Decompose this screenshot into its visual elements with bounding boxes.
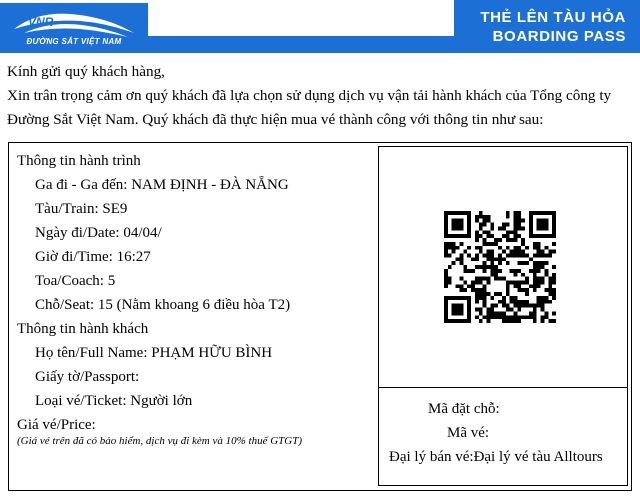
ticket-type-label: Loại vé/Ticket: — [35, 393, 127, 409]
qr-code — [444, 211, 556, 323]
coach-row — [35, 273, 115, 290]
agent-row — [389, 449, 603, 466]
coach-label: Toa/Coach: — [35, 273, 104, 289]
logo-subtitle: ĐƯỜNG SẮT VIỆT NAM — [26, 37, 122, 46]
price-note: (Giá vé trên đã có bảo hiểm, dịch vụ đi kèm và 10% thuế GTGT) — [17, 435, 303, 447]
train-row — [35, 201, 127, 218]
header — [0, 0, 640, 56]
time-value: 16:27 — [116, 249, 151, 265]
ticket-code-label: Mã vé: — [447, 425, 490, 441]
name-value: PHẠM HỮU BÌNH — [151, 345, 273, 361]
ticket-details — [17, 143, 377, 490]
booking-code-label: Mã đặt chỗ: — [428, 401, 500, 417]
ticket-type-value: Người lớn — [130, 393, 193, 409]
passport-row — [35, 369, 139, 386]
trip-section-label: Thông tin hành trình — [17, 153, 141, 169]
ticket-type-row — [35, 393, 192, 410]
intro-body: Xin trân trọng cảm ơn quý khách đã lựa chọn sử dụng dịch vụ vận tải hành khách của Tổng công ty Đường Sắt Việt Nam. Quý khách đã thực hiện mua vé thành công với thông tin như sau: — [7, 87, 612, 128]
date-value: 04/04/ — [123, 225, 162, 241]
intro-text — [7, 60, 633, 132]
title-block — [454, 0, 640, 53]
boarding-pass-title-en: BOARDING PASS — [492, 28, 626, 45]
name-label: Họ tên/Full Name: — [35, 345, 148, 361]
qr-area — [379, 147, 627, 388]
price-row — [17, 417, 96, 434]
boarding-pass-title-vi: THẺ LÊN TÀU HỎA — [480, 9, 626, 26]
train-label: Tàu/Train: — [35, 201, 99, 217]
route-value: NAM ĐỊNH - ĐÀ NẴNG — [131, 177, 289, 193]
train-value: SE9 — [102, 201, 128, 217]
date-label: Ngày đi/Date: — [35, 225, 120, 241]
name-row — [35, 345, 272, 362]
route-row — [35, 177, 289, 194]
svg-text:VNR: VNR — [28, 15, 54, 29]
passenger-section-label: Thông tin hành khách — [17, 321, 149, 337]
seat-value: 15 (Nằm khoang 6 điều hòa T2) — [97, 297, 291, 313]
code-panel — [378, 146, 628, 486]
route-label: Ga đi - Ga đến: — [35, 177, 128, 193]
date-row — [35, 225, 162, 242]
passport-label: Giấy tờ/Passport: — [35, 369, 140, 385]
seat-row — [35, 297, 290, 314]
time-row — [35, 249, 151, 266]
train-swoosh-icon — [10, 7, 138, 39]
greeting: Kính gửi quý khách hàng, — [7, 63, 165, 80]
agent-label: Đại lý bán vé: — [389, 449, 474, 465]
agent-value: Đại lý vé tàu Alltours — [473, 449, 603, 465]
time-label: Giờ đi/Time: — [35, 249, 113, 265]
vnr-logo — [0, 3, 148, 53]
ticket-box — [8, 142, 632, 491]
coach-value: 5 — [107, 273, 116, 289]
seat-label: Chỗ/Seat: — [35, 297, 95, 313]
price-label: Giá vé/Price: — [17, 417, 96, 433]
